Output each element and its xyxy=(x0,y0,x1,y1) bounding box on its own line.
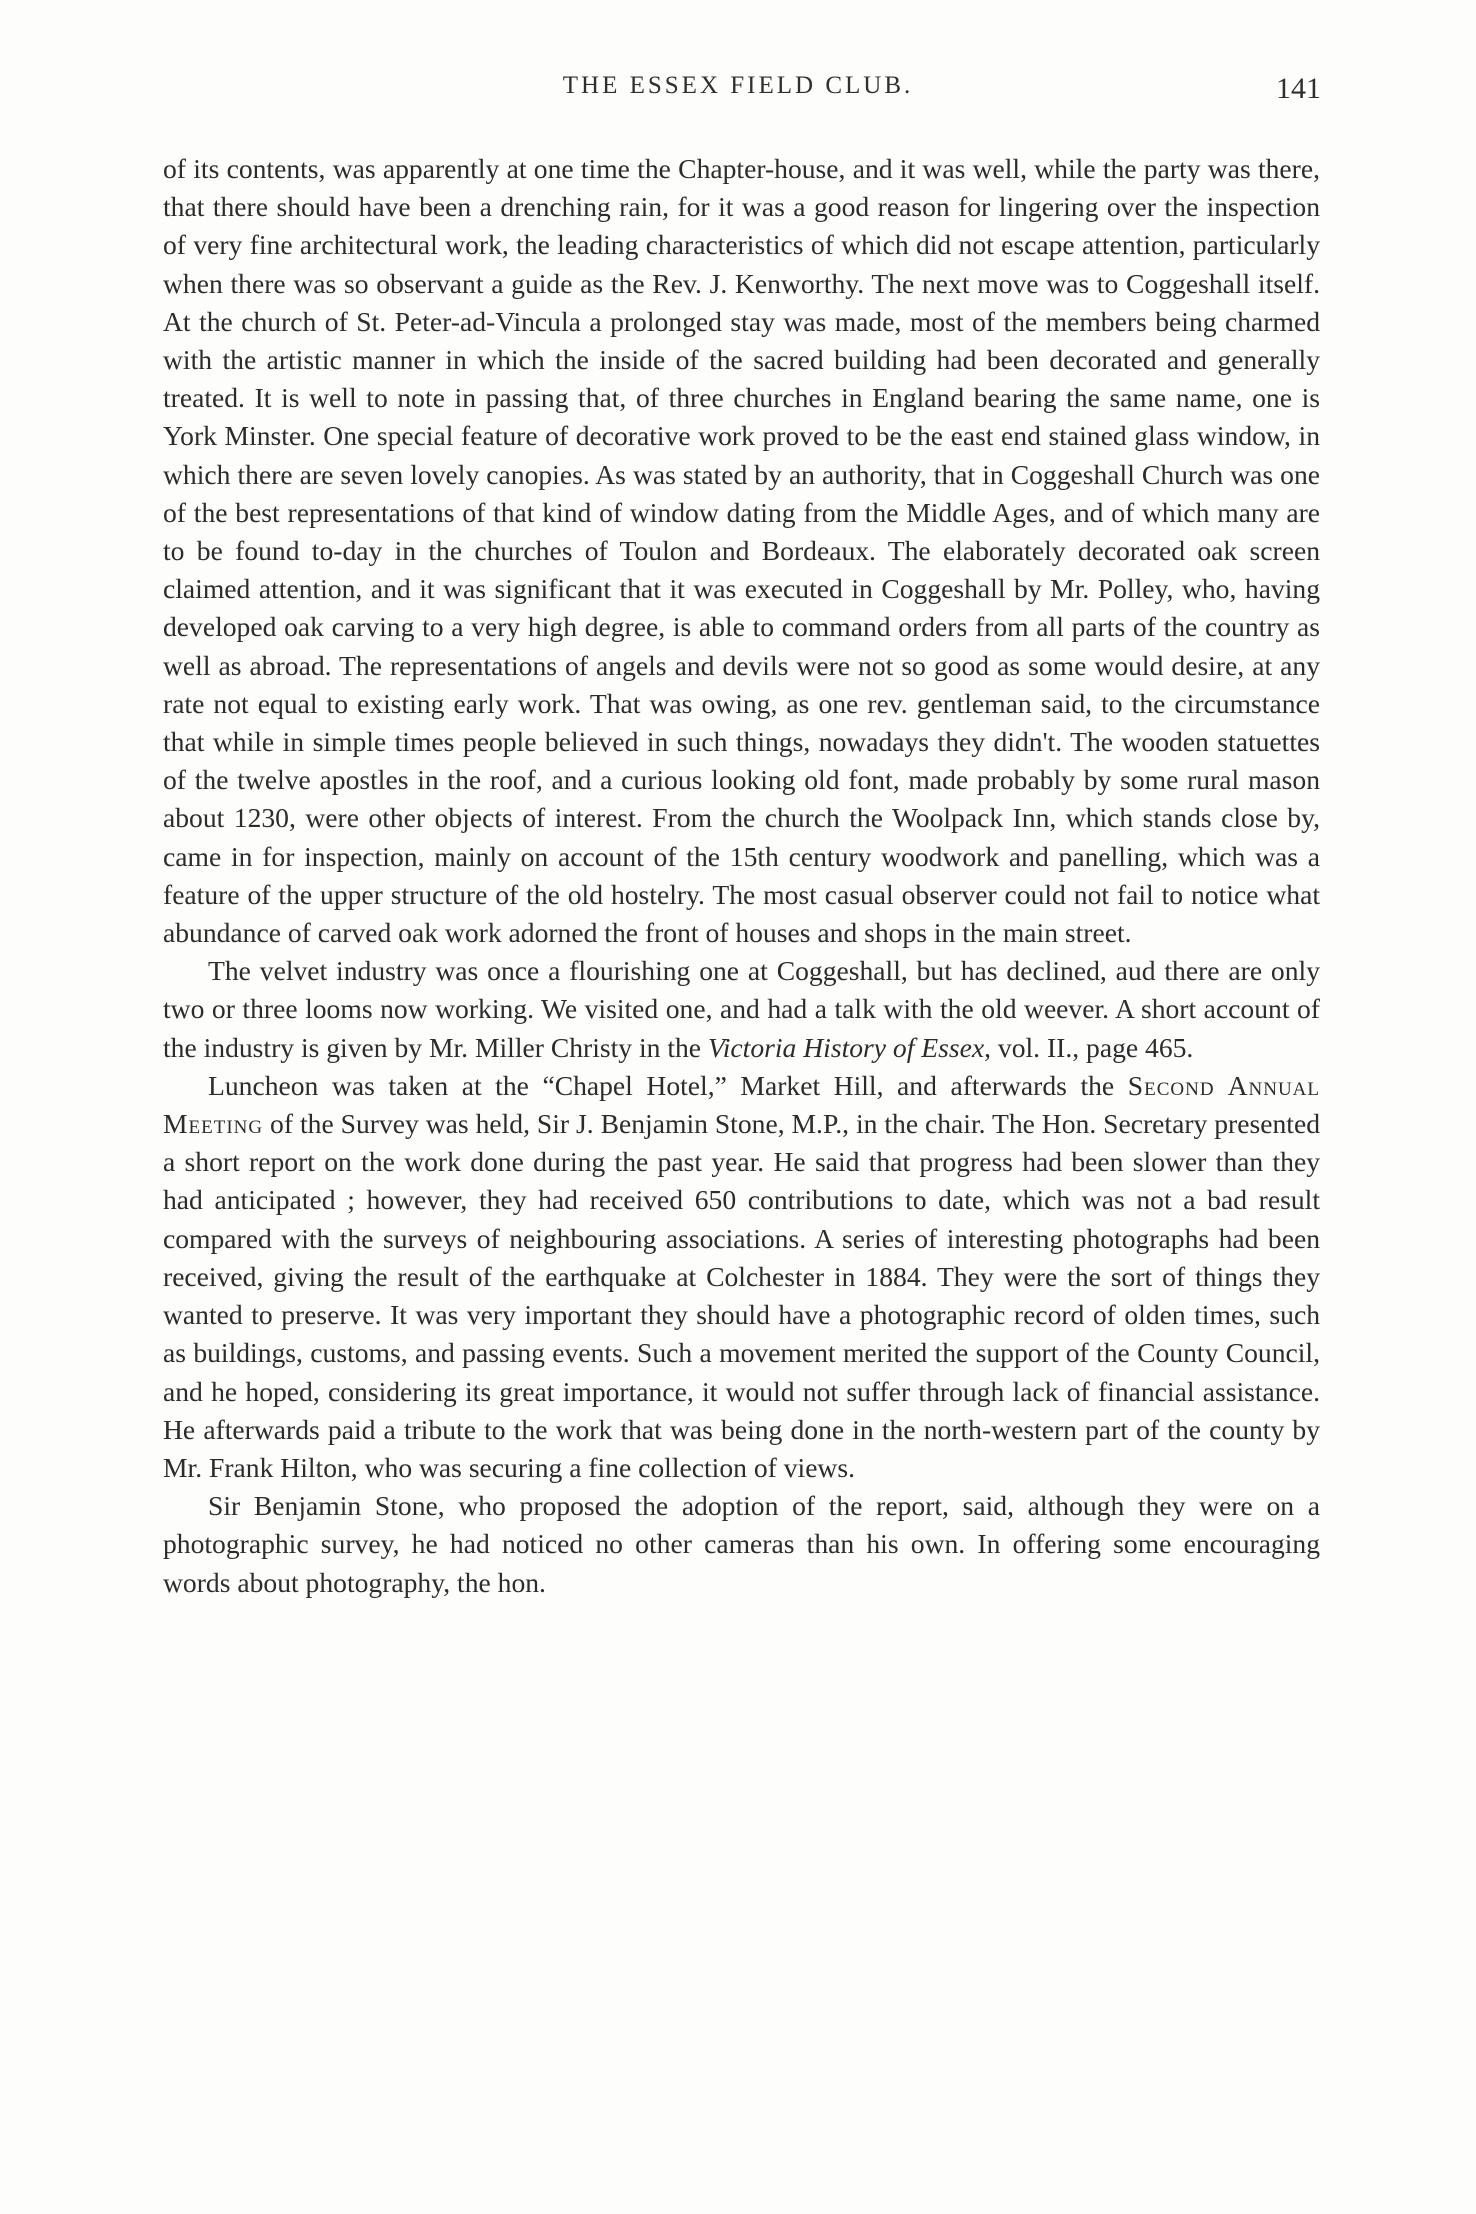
paragraph-2-text-before: The velvet industry was once a flourishing one at Coggeshall, but has declined, aud there are only two or three looms now working. We visited one, and had a talk with the old weever. A short account of the industry is given by Mr. Miller Christy in the xyxy=(163,955,1320,1063)
paragraph-2 xyxy=(163,952,1320,1067)
paragraph-2-text-after: , vol. II., page 465. xyxy=(984,1031,1194,1063)
paragraph-1: of its contents, was apparently at one time the Chapter-house, and it was well, while the party was there, that there should have been a drenching rain, for it was a good reason for lingering over the inspection of very fine architectural work, the leading characteristics of which did not escape attention, particularly when there was so observant a guide as the Rev. J. Kenworthy. The next move was to Coggeshall itself. At the church of St. Peter-ad-Vincula a prolonged stay was made, most of the members being charmed with the artistic manner in which the inside of the sacred building had been decorated and generally treated. It is well to note in passing that, of three churches in England bearing the same name, one is York Minster. One special feature of decorative work proved to be the east end stained glass window, in which there are seven lovely canopies. As was stated by an authority, that in Coggeshall Church was one of the best representations of that kind of window dating from the Middle Ages, and of which many are to be found to-day in the churches of Toulon and Bordeaux. The elaborately decorated oak screen claimed attention, and it was significant that it was executed in Coggeshall by Mr. Polley, who, having developed oak carving to a very high degree, is able to command orders from all parts of the country as well as abroad. The representations of angels and devils were not so good as some would desire, at any rate not equal to existing early work. That was owing, as one rev. gentleman said, to the circumstance that while in simple times people believed in such things, nowadays they didn't. The wooden statuettes of the twelve apostles in the roof, and a curious looking old font, made probably by some rural mason about 1230, were other objects of interest. From the church the Woolpack Inn, which stands close by, came in for inspection, mainly on account of the 15th century woodwork and panelling, which was a feature of the upper structure of the old hostelry. The most casual observer could not fail to notice what abundance of carved oak work adorned the front of houses and shops in the main street. xyxy=(163,153,1320,949)
book-title: Victoria History of Essex xyxy=(707,1031,985,1063)
running-title: THE ESSEX FIELD CLUB. xyxy=(562,72,914,99)
paragraph-3 xyxy=(163,1067,1320,1487)
paragraph-3-text-before: Luncheon was taken at the “Chapel Hotel,” Market Hill, and afterwards the xyxy=(208,1069,1128,1101)
body-text xyxy=(163,150,1320,1602)
page-number: 141 xyxy=(1276,72,1321,105)
meeting-title: Second Annual Meeting xyxy=(163,1069,1320,1140)
paragraph-4: Sir Benjamin Stone, who proposed the adoption of the report, said, although they were on a photographic survey, he had noticed no other cameras than his own. In offering some encouraging words about photography, the hon. xyxy=(163,1490,1320,1598)
running-head xyxy=(0,72,1476,112)
paragraph-3-text-after: of the Survey was held, Sir J. Benjamin Stone, M.P., in the chair. The Hon. Secretary presented a short report on the work done during the past year. He said that progress had been slower than they had anticipated ; however, they had received 650 contributions to date, which was not a bad result compared with the surveys of neighbouring associations. A series of interesting photographs had been received, giving the result of the earthquake at Colchester in 1884. They were the sort of things they wanted to preserve. It was very important they should have a photographic record of olden times, such as buildings, customs, and passing events. Such a movement merited the support of the County Council, and he hoped, considering its great importance, it would not suffer through lack of financial assistance. He afterwards paid a tribute to the work that was being done in the north-western part of the county by Mr. Frank Hilton, who was securing a fine collection of views. xyxy=(163,1108,1320,1483)
